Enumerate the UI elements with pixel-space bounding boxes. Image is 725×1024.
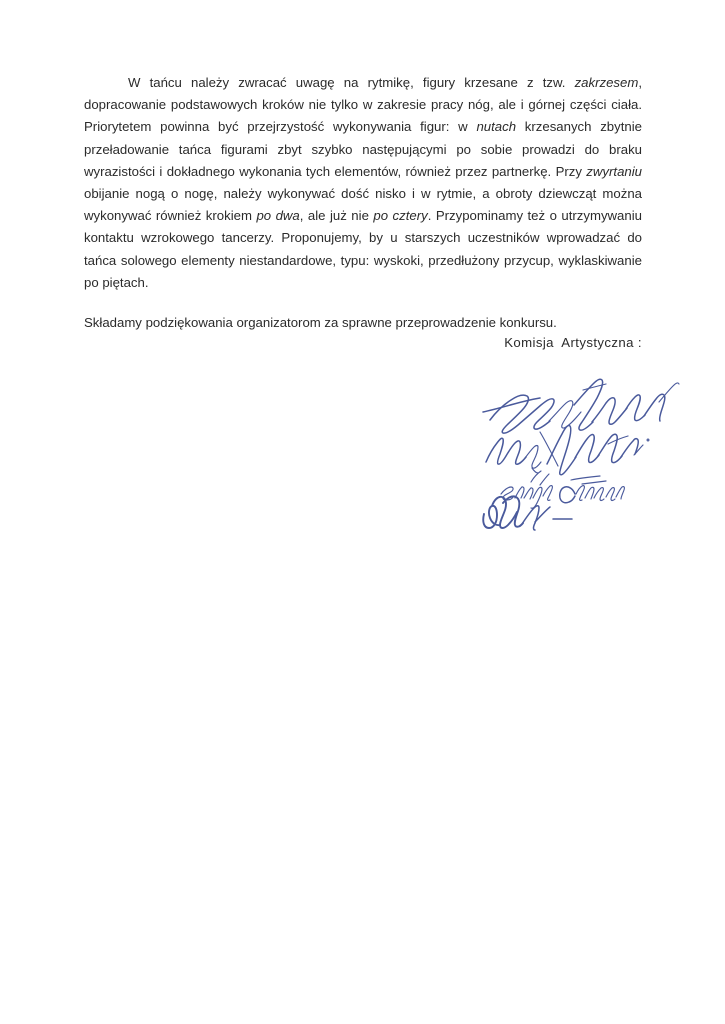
paragraph-main-segment-5: , ale już nie bbox=[299, 208, 374, 224]
paragraph-main-segment-3: krzesanych zbytnie przeładowanie tańca figurami zbyt szybko następującymi po sobie prowadzi do braku wyrazistości i dokładnego wykonania tych elementów, również przez partnerkę. Przy bbox=[84, 119, 642, 179]
document-body bbox=[84, 72, 642, 334]
paragraph-main-segment-2: , dopracowanie podstawowych kroków nie tylko w zakresie pracy nóg, ale i górnej części ciała. Priorytetem powinna być przejrzystość wykonywania figur: w bbox=[84, 75, 642, 135]
paragraph-main-segment-4: obijanie nogą o nogę, należy wykonywać dość nisko i w rytmie, a obroty dziewcząt można wykonywać również krokiem bbox=[84, 186, 642, 224]
signature-stroke-1 bbox=[483, 379, 679, 433]
paragraph-main-segment-1: W tańcu należy zwracać uwagę na rytmikę, figury krzesane z tzw. bbox=[128, 75, 575, 90]
signature-stroke-4 bbox=[483, 496, 572, 530]
signoff-block bbox=[84, 334, 643, 352]
paragraph-thanks: Składamy podziękowania organizatorom za sprawne przeprowadzenie konkursu. bbox=[84, 315, 557, 331]
signature-stroke-2 bbox=[486, 425, 649, 474]
italic-term-nutach: nutach bbox=[476, 119, 517, 135]
signature-block bbox=[470, 372, 685, 532]
italic-term-po-dwa: po dwa bbox=[256, 208, 300, 224]
italic-term-po-cztery: po cztery bbox=[373, 208, 428, 224]
paragraph-main bbox=[84, 72, 642, 294]
italic-term-zakrzesem: zakrzesem bbox=[574, 75, 639, 90]
signoff-label: Komisja Artystyczna : bbox=[504, 335, 642, 350]
paragraph-main-segment-6: . Przypominamy też o utrzymywaniu kontaktu wzrokowego tancerzy. Proponujemy, by u starszych uczestników wprowadzać do tańca solowego elementy niestandardowe, typu: wyskoki, przedłużony przycup, wyklaskiwanie po piętach. bbox=[84, 208, 642, 290]
italic-term-zwyrtaniu: zwyrtaniu bbox=[586, 163, 642, 179]
